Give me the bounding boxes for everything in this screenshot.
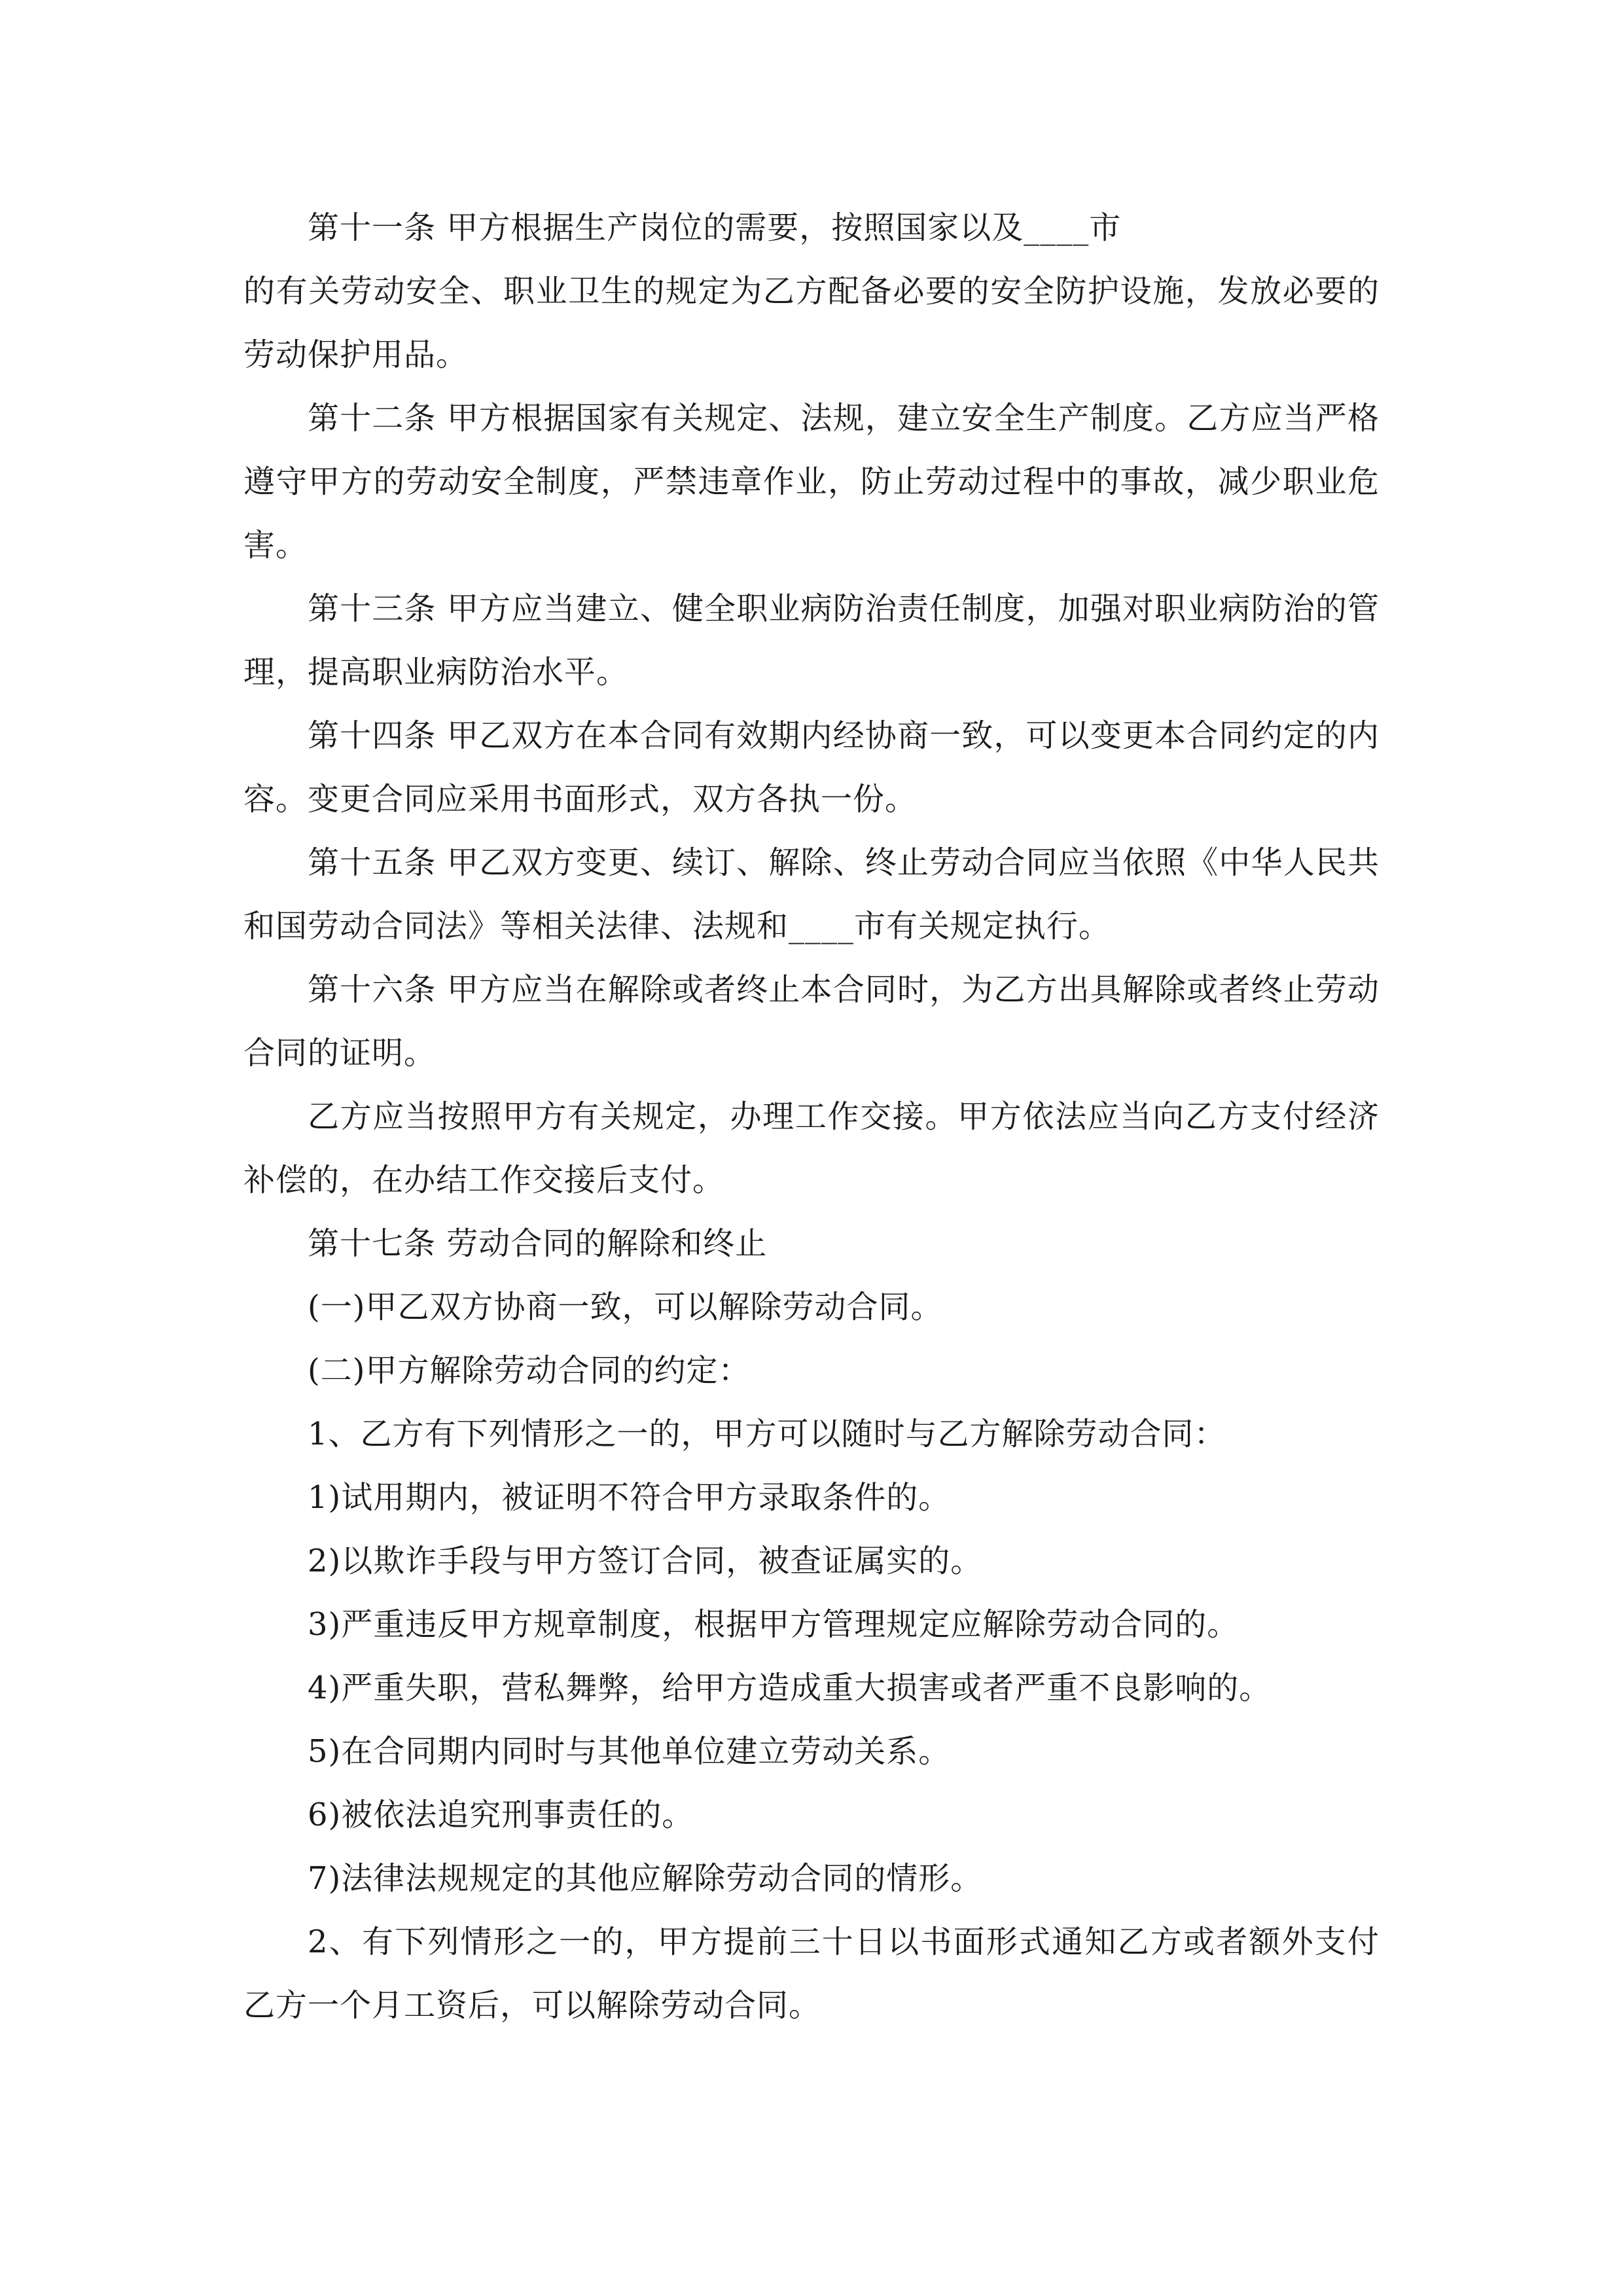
list-item: 7)法律法规规定的其他应解除劳动合同的情形。 bbox=[308, 1860, 983, 1897]
list-item: 2)以欺诈手段与甲方签订合同，被查证属实的。 bbox=[308, 1543, 983, 1579]
article-16-handover: 乙方应当按照甲方有关规定，办理工作交接。甲方依法应当向乙方支付经济补偿的，在办结工作交接后支付。 bbox=[243, 1098, 1380, 1198]
list-item: 1)试用期内，被证明不符合甲方录取条件的。 bbox=[308, 1479, 951, 1516]
article-15: 第十五条 甲乙双方变更、续订、解除、终止劳动合同应当依照《中华人民共和国劳动合同法》等相关法律、法规和____市有关规定执行。 bbox=[243, 844, 1380, 944]
subclause-1: 1、乙方有下列情形之一的，甲方可以随时与乙方解除劳动合同： bbox=[308, 1416, 1226, 1452]
subclause-2: 2、有下列情形之一的，甲方提前三十日以书面形式通知乙方或者额外支付乙方一个月工资后，可以解除劳动合同。 bbox=[243, 1924, 1380, 2024]
article-12: 第十二条 甲方根据国家有关规定、法规，建立安全生产制度。乙方应当严格遵守甲方的劳动安全制度，严禁违章作业，防止劳动过程中的事故，减少职业危害。 bbox=[243, 400, 1380, 564]
article-16: 第十六条 甲方应当在解除或者终止本合同时，为乙方出具解除或者终止劳动合同的证明。 bbox=[243, 971, 1380, 1071]
list-item: 4)严重失职，营私舞弊，给甲方造成重大损害或者严重不良影响的。 bbox=[308, 1670, 1272, 1706]
list-item: 5)在合同期内同时与其他单位建立劳动关系。 bbox=[308, 1733, 951, 1770]
list-item: 3)严重违反甲方规章制度，根据甲方管理规定应解除劳动合同的。 bbox=[308, 1606, 1240, 1643]
clause-2: (二)甲方解除劳动合同的约定： bbox=[308, 1352, 751, 1389]
article-17-heading: 第十七条 劳动合同的解除和终止 bbox=[308, 1225, 768, 1262]
article-11-line: 第十一条 甲方根据生产岗位的需要，按照国家以及____市 bbox=[308, 209, 1122, 246]
list-item: 6)被依法追究刑事责任的。 bbox=[308, 1797, 694, 1833]
clause-1: (一)甲乙双方协商一致，可以解除劳动合同。 bbox=[308, 1289, 943, 1325]
article-14: 第十四条 甲乙双方在本合同有效期内经协商一致，可以变更本合同约定的内容。变更合同应采用书面形式，双方各执一份。 bbox=[243, 717, 1380, 817]
article-13: 第十三条 甲方应当建立、健全职业病防治责任制度，加强对职业病防治的管理，提高职业病防治水平。 bbox=[243, 590, 1380, 691]
document-body bbox=[243, 196, 1380, 2037]
article-11-continuation: 的有关劳动安全、职业卫生的规定为乙方配备必要的安全防护设施，发放必要的劳动保护用品。 bbox=[243, 273, 1380, 373]
